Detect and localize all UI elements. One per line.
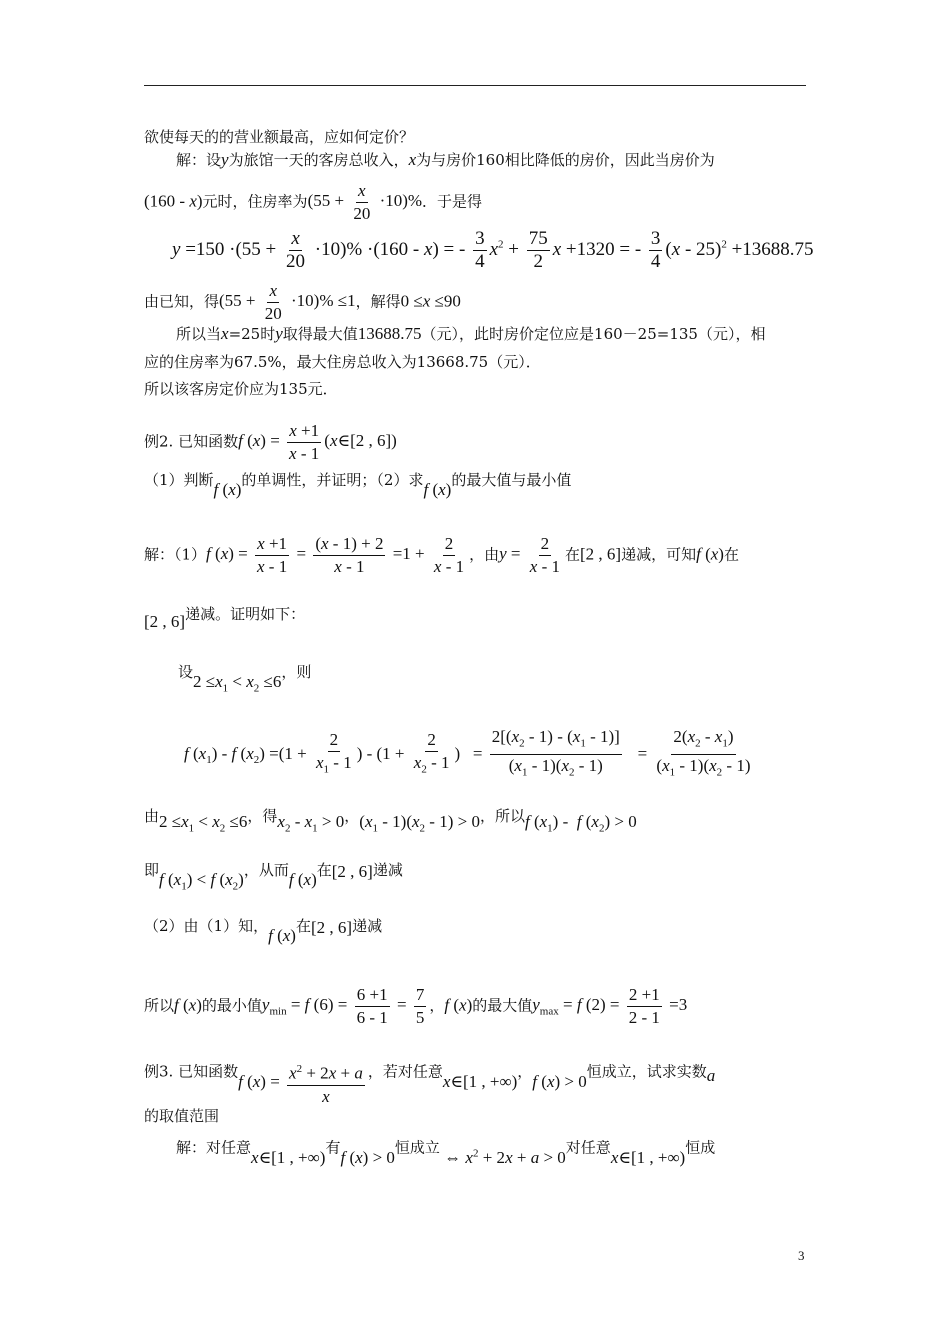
text: 即 — [144, 861, 160, 879]
page-number: 3 — [798, 1248, 805, 1263]
text: 解：（1） — [144, 545, 207, 564]
text: ，从而 — [243, 861, 289, 879]
text: 由 — [144, 807, 160, 825]
text: ，由 — [469, 545, 500, 564]
text: ， — [344, 807, 360, 825]
text: 递减，可知 — [621, 545, 697, 564]
example-3-heading: 例3. 已知函数f (x) = $\frac{x^2 + 2x + a}{x}$ ，若对任意x∈[1 , +∞)，f (x) > 0恒成立，试求实数a — [144, 1048, 715, 1098]
text-line-8 — [144, 379, 338, 399]
text: 递减 — [372, 861, 403, 879]
text-line-20 — [144, 1106, 219, 1126]
text: 恒成 — [685, 1138, 716, 1157]
text: ，解得 — [355, 292, 401, 311]
example-2-heading: 例2. 已知函数f (x) = $\frac{x +1}{x - 1}$ (x∈[2 , 6]) — [144, 421, 397, 463]
text: 的最大值 — [472, 996, 533, 1015]
text: 例2. 已知函数 — [144, 432, 239, 451]
text-line-3: (160 - x)元时，住房率为(55 + $\frac{x}{20}$ ·10)%．于是得 — [144, 181, 483, 223]
text-line-6: 所以当x=25时y取得最大值13688.75（元），此时房价定位应是160－25=135（元），相 — [176, 324, 766, 343]
text: 有 — [325, 1138, 341, 1157]
text-line-21: 解：对任意x∈[1 , +∞)有f (x) > 0恒成立 ⇔ $x^2 + 2x + a > 0$对任意x∈[1 , +∞)恒成 — [176, 1138, 716, 1167]
text: （元），此时房价定位应是160－25=135（元），相 — [421, 325, 766, 343]
text: 的取值范围 — [144, 1107, 220, 1125]
text: 为与房价160相比降低的房价，因此当房价为 — [416, 151, 715, 169]
text: （2）由（1）知， — [144, 917, 269, 935]
text: 恒成立 — [394, 1138, 440, 1157]
text: 恒成立，试求实数 — [586, 1062, 707, 1081]
text: 元时，住房率为 — [202, 192, 308, 211]
text: 例3. 已知函数 — [144, 1062, 239, 1081]
text: =25时 — [228, 325, 276, 343]
equation-revenue: y =150 ·(55 + $\frac{x}{20}$ ·10)% ·(160 - x) = - $\frac{3}{4}$ $x^2$ + $\frac{75}{2}$ x +1320 = - $\frac{3}{4}$ (x - 25)$^2$ +13688.75 — [172, 228, 814, 272]
text: （1）判断 — [144, 471, 214, 489]
text: 在 — [295, 917, 311, 935]
text: 的单调性，并证明；（2）求 — [241, 471, 424, 489]
text-line-12: [2 , 6]递减。证明如下： — [144, 605, 306, 631]
text: 解：对任意 — [176, 1138, 252, 1157]
equation-difference: f $(x_1)$ - f $(x_2) =(1$ + $\frac{2}{x_1 - 1}$ ) - (1 + $\frac{2}{x_2 - 1}$ ) = $\frac{2[(x_2 - 1) - (x_1 - 1)]}{(x_1 - 1)(x_2 - 1)}$ = $\frac{2(x_2 - x_1)}{(x_1 - 1)(x_2 - 1)}$ — [184, 727, 751, 779]
text-line-7 — [144, 352, 541, 372]
text: 解：设 — [176, 151, 222, 169]
text-line-13: 设$2 \le x_1 < x_2 \le 6$，则 — [178, 663, 312, 695]
text: 递减 — [352, 917, 383, 935]
text: ，则 — [281, 663, 312, 681]
text: 由已知，得 — [144, 292, 220, 311]
text-line-5: 由已知，得(55 + $\frac{x}{20}$ ·10)% ≤1，解得0 ≤x ≤90 — [144, 281, 461, 323]
text-line-10: （1）判断f (x)的单调性，并证明；（2）求f (x)的最大值与最小值 — [144, 471, 572, 499]
question-text: 欲使每天的的营业额最高，应如何定价？ — [144, 128, 415, 146]
text: 的最小值 — [201, 996, 262, 1015]
text-line-1 — [144, 127, 414, 147]
text-line-11: 解：（1）f (x) = $\frac{x +1}{x - 1}$ = $\frac{(x - 1) + 2}{x - 1}$ =1 + $\frac{2}{x - 1}$ ，由y = $\frac{2}{x - 1}$ 在[2 , 6]递减，可知f (x)在 — [144, 534, 739, 576]
text: ， — [429, 996, 445, 1015]
text: ，得 — [247, 807, 278, 825]
text: 在 — [316, 861, 332, 879]
text-line-18: 所以f (x)的最小值$y_{min} = f$ (6) = $\frac{6 +1}{6 - 1}$ = $\frac{7}{5}$ ，f (x)的最大值$y_{max} = f$ (2) = $\frac{2 +1}{2 - 1}$ =3 — [144, 985, 688, 1027]
text: 设 — [178, 663, 194, 681]
text: ．于是得 — [422, 192, 483, 211]
text: 在 — [723, 545, 739, 564]
text-line-16: 即f $(x_1) < f$ $(x_2)$，从而f (x)在[2 , 6]递减 — [144, 861, 403, 893]
header-rule — [144, 85, 806, 86]
text: 为旅馆一天的客房总收入， — [228, 151, 409, 169]
text: 的最大值与最小值 — [451, 471, 572, 489]
text: 取得最大值 — [282, 325, 358, 343]
text: 所以当 — [176, 325, 222, 343]
text: 应的住房率为67.5%，最大住房总收入为13668.75（元）． — [144, 353, 541, 371]
text: 在 — [564, 545, 580, 564]
text-line-17: （2）由（1）知，f (x)在[2 , 6]递减 — [144, 917, 383, 945]
text: ，所以 — [479, 807, 525, 825]
text: ，若对任意 — [367, 1062, 443, 1081]
text: ， — [517, 1062, 533, 1081]
text: 对任意 — [565, 1138, 611, 1157]
text-line-15: 由$2 \le x_1 < x_2 \le 6$，得$x_2 - x_1 > 0$，$(x_1 - 1)(x_2 - 1) > 0$，所以f $(x_1)$ - f $(x_2) > 0$ — [144, 807, 637, 835]
text: 所以 — [144, 996, 175, 1015]
text-line-2: 解：设y为旅馆一天的客房总收入，x为与房价160相比降低的房价，因此当房价为 — [176, 150, 715, 169]
text: 所以该客房定价应为135元． — [144, 380, 338, 398]
text: 递减。证明如下： — [185, 605, 306, 623]
